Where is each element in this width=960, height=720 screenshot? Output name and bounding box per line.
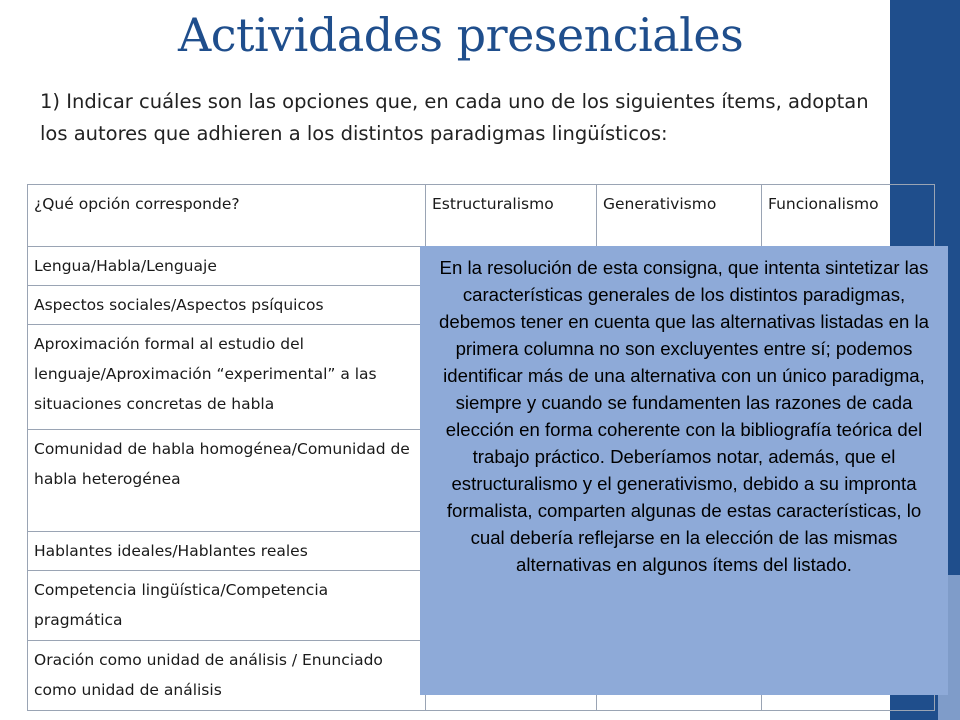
row-label: Comunidad de habla homogénea/Comunidad de habla heterogénea (28, 430, 426, 532)
explanation-note: En la resolución de esta consigna, que intenta sintetizar las características generales de los distintos paradigmas, debemos tener en cuenta que las alternativas listadas en la primera columna no son excluyentes entre sí; podemos identificar más de una alternativa con un único paradigma, siempre y cuando se fundamenten las razones de cada elección en forma coherente con la bibliografía teórica del trabajo práctico. Deberíamos notar, además, que el estructuralismo y el generativismo, debido a su impronta formalista, comparten algunas de estas características, lo cual debería reflejarse en la elección de las mismas alternativas en algunos ítems del listado. (420, 246, 948, 695)
header-cell-option: ¿Qué opción corresponde? (28, 185, 426, 247)
row-label: Oración como unidad de análisis / Enunciado como unidad de análisis (28, 641, 426, 711)
slide-title: Actividades presenciales (178, 8, 744, 62)
row-label: Competencia lingüística/Competencia pragmática (28, 571, 426, 641)
row-label: Aproximación formal al estudio del lenguaje/Aproximación “experimental” a las situaciones concretas de habla (28, 325, 426, 430)
instruction-text: 1) Indicar cuáles son las opciones que, en cada uno de los siguientes ítems, adoptan los autores que adhieren a los distintos paradigmas lingüísticos: (40, 90, 869, 145)
header-cell-generativismo: Generativismo (597, 185, 762, 247)
row-label: Aspectos sociales/Aspectos psíquicos (28, 286, 426, 325)
header-cell-estructuralismo: Estructuralismo (426, 185, 597, 247)
row-label: Lengua/Habla/Lenguaje (28, 247, 426, 286)
table-header-row (28, 185, 935, 247)
header-cell-funcionalismo: Funcionalismo (762, 185, 935, 247)
row-label: Hablantes ideales/Hablantes reales (28, 532, 426, 571)
